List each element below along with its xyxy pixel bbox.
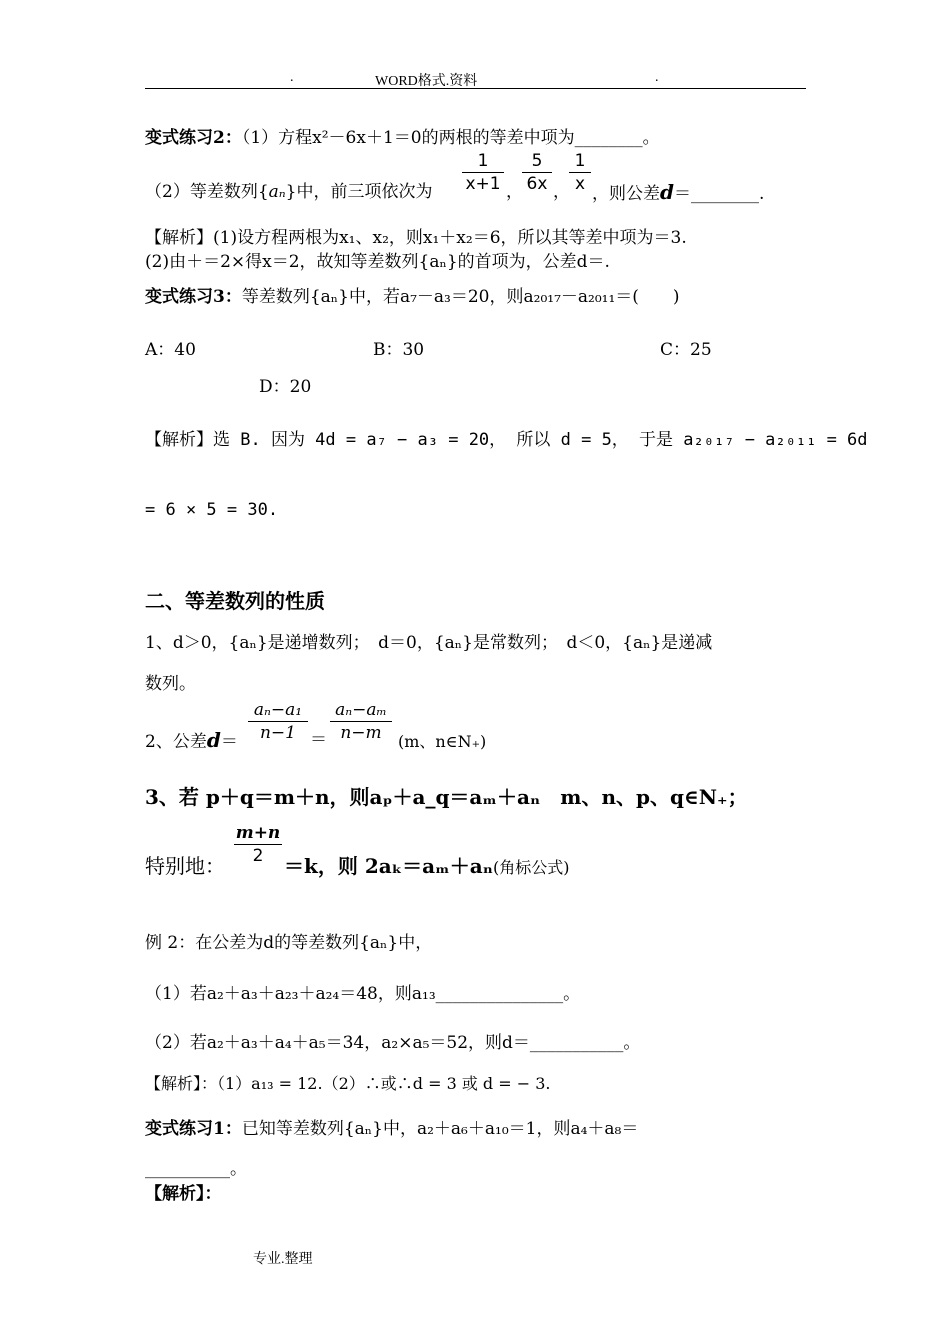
exercise-2-label: 变式练习2： [145,128,242,148]
exercise-3-text: 等差数列{aₙ}中，若a₇－a₃＝20，则a₂₀₁₇－a₂₀₁₁＝( ) [241,287,680,307]
fraction-1-over-x-plus-1: 1 x+1 [462,150,504,195]
fraction-5-over-6x: 5 6x [522,150,552,195]
fraction-m-plus-n-over-2: m+n 2 [235,823,281,866]
option-c: C：25 [660,340,712,360]
example-2-q1: （1）若a₂＋a₃＋a₂₃＋a₂₄＝48，则a₁₃_______________。 [145,984,581,1004]
solution-2-line2: (2)由＋＝2×得x＝2，故知等差数列{aₙ}的首项为，公差d＝. [145,252,610,272]
exercise-1-solution: 【解析】： [145,1184,222,1204]
header-left-dot: . [290,70,294,85]
solution-2-line1: 【解析】(1)设方程两根为x₁、x₂，则x₁＋x₂＝6，所以其等差中项为＝3. [145,228,687,248]
section-heading: 二、等差数列的性质 [145,589,325,613]
comma-1: ， [506,182,523,202]
property-2-tail: (m、n∈N₊) [398,732,487,751]
comma-2: ， [553,182,570,202]
property-2-eq2: ＝ [310,730,327,750]
exercise-1-label: 变式练习1： [145,1119,242,1139]
special-prefix: 特别地： [145,854,225,878]
fraction-1-over-x: 1 x [569,150,591,195]
exercise-2-line [145,127,660,149]
solution-3-line1: 【解析】选 B. 因为 4d = a₇ − a₃ = 20， 所以 d = 5， 于是 a₂₀₁₇ − a₂₀₁₁ = 6d [145,430,868,450]
exercise-3-label: 变式练习3： [145,287,242,307]
exercise-1-line [145,1118,638,1140]
option-d: D：20 [259,377,312,397]
example-2-q2: （2）若a₂＋a₃＋a₄＋a₅＝34，a₂×a₅＝52，则d＝___________。 [145,1033,641,1053]
fraction-common-difference-1: aₙ−a₁ n−1 [248,699,308,744]
exercise-2-part2-prefix: （2）等差数列{aₙ}中，前三项依次为 [145,182,433,202]
fraction-common-difference-2: aₙ−aₘ n−m [330,699,392,744]
header-rule [145,88,806,89]
solution-3-line2: = 6 × 5 = 30. [145,500,279,520]
a-n-symbol: aₙ [268,182,286,202]
option-b: B：30 [373,340,425,360]
exercise-2-part2-tail: ，则公差d＝________. [592,180,765,204]
option-a: A：40 [145,340,196,360]
header-title: WORD格式.资料 [375,74,478,89]
example-2-intro: 例 2：在公差为d的等差数列{aₙ}中， [145,933,433,953]
exercise-1-blank: __________。 [145,1159,247,1179]
property-1-line2: 数列。 [145,674,196,694]
footer-text: 专业.整理 [253,1252,313,1267]
property-3: 3、若 p＋q＝m＋n，则aₚ＋a_q＝aₘ＋aₙ m、n、p、q∈N₊； [145,785,748,809]
special-text: ＝k，则 2aₖ＝aₘ＋aₙ(角标公式) [284,854,570,878]
example-2-solution: 【解析】：（1）a₁₃ = 12.（2）∴或∴d = 3 或 d = − 3. [145,1074,551,1093]
exercise-2-text: （1）方程x²－6x＋1＝0的两根的等差中项为________。 [241,128,660,148]
property-1-line1: 1、d＞0，{aₙ}是递增数列； d＝0，{aₙ}是常数列； d＜0，{aₙ}是递减 [145,633,713,653]
exercise-1-text: 已知等差数列{aₙ}中，a₂＋a₆＋a₁₀＝1，则a₄＋a₈＝ [241,1119,639,1139]
property-2-prefix: 2、公差d＝ [145,728,238,752]
header-right-dot: . [655,70,659,85]
exercise-3-line [145,286,680,308]
